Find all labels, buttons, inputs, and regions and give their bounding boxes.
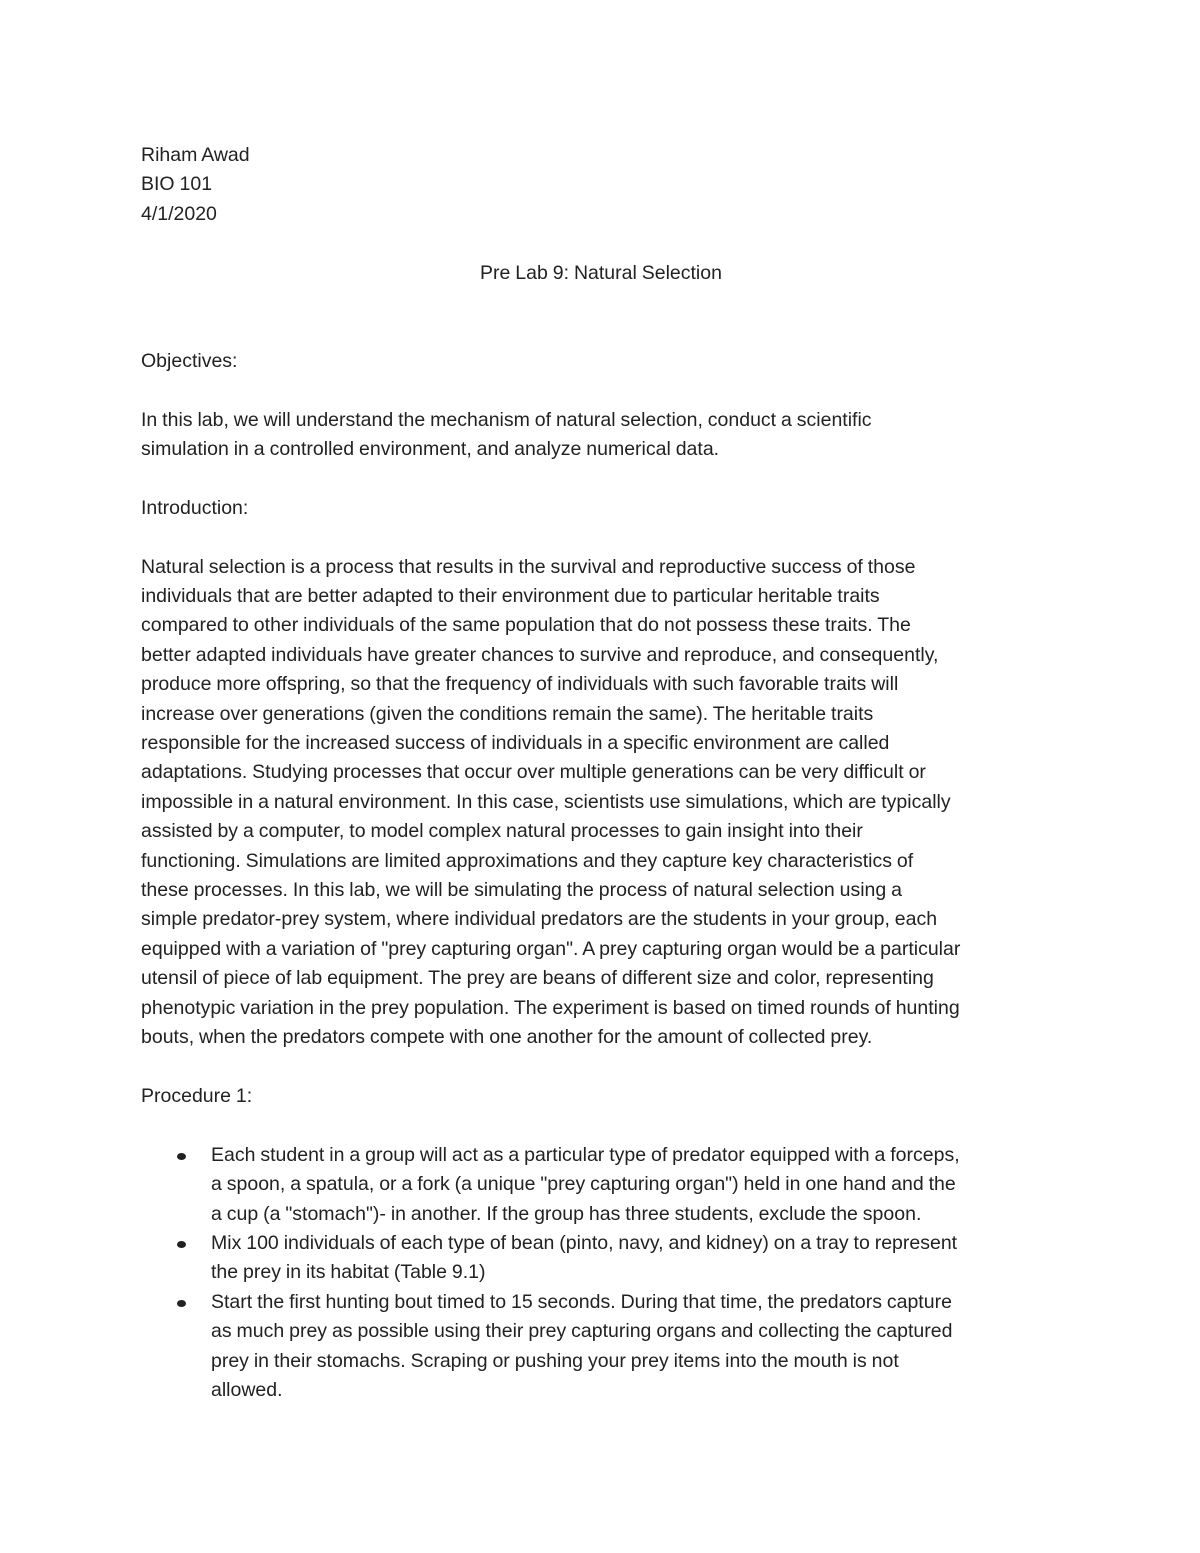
document-date: 4/1/2020 (141, 202, 217, 225)
list-item-line: a cup (a "stomach")- in another. If the group has three students, exclude the spoon. (211, 1202, 922, 1225)
paragraph-line: assisted by a computer, to model complex natural processes to gain insight into their (141, 820, 863, 843)
procedure-heading: Procedure 1: (141, 1084, 253, 1107)
paragraph-line: simple predator-prey system, where individual predators are the students in your group, each (141, 908, 938, 931)
list-item (141, 1229, 1061, 1288)
objectives-paragraph (141, 406, 1061, 465)
paragraph-line: Natural selection is a process that results in the survival and reproductive success of those (141, 555, 916, 578)
list-item-line: Start the first hunting bout timed to 15 seconds. During that time, the predators capture (211, 1290, 952, 1313)
paragraph-line: bouts, when the predators compete with one another for the amount of collected prey. (141, 1026, 873, 1049)
introduction-paragraph (141, 553, 1061, 1053)
paragraph-line: responsible for the increased success of individuals in a specific environment are called (141, 732, 890, 755)
list-item (141, 1141, 1061, 1229)
list-item-line: prey in their stomachs. Scraping or pushing your prey items into the mouth is not (211, 1349, 899, 1372)
header-block (141, 141, 1061, 229)
list-item-line: as much prey as possible using their prey capturing organs and collecting the captured (211, 1320, 953, 1343)
introduction-heading: Introduction: (141, 496, 249, 519)
document-title: Pre Lab 9: Natural Selection (480, 261, 722, 284)
paragraph-line: simulation in a controlled environment, and analyze numerical data. (141, 438, 720, 460)
paragraph-line: impossible in a natural environment. In this case, scientists use simulations, which are typically (141, 790, 951, 813)
objectives-heading: Objectives: (141, 349, 238, 372)
paragraph-line: better adapted individuals have greater chances to survive and reproduce, and consequently, (141, 643, 939, 666)
objectives-section (141, 347, 1061, 465)
paragraph-line: In this lab, we will understand the mechanism of natural selection, conduct a scientific (141, 408, 872, 431)
paragraph-line: these processes. In this lab, we will be simulating the process of natural selection using a (141, 879, 902, 902)
list-item-line: the prey in its habitat (Table 9.1) (211, 1261, 486, 1284)
bullet-icon (177, 1300, 186, 1307)
course-name: BIO 101 (141, 173, 213, 196)
list-item-line: allowed. (211, 1378, 283, 1401)
paragraph-line: produce more offspring, so that the frequency of individuals with such favorable traits will (141, 673, 899, 696)
document-page (141, 141, 1061, 1405)
paragraph-line: compared to other individuals of the same population that do not possess these traits. The (141, 614, 911, 637)
paragraph-line: phenotypic variation in the prey population. The experiment is based on timed rounds of hunting (141, 996, 960, 1019)
procedure-section (141, 1082, 1061, 1405)
paragraph-line: individuals that are better adapted to their environment due to particular heritable traits (141, 585, 880, 607)
list-item-line: a spoon, a spatula, or a fork (a unique "prey capturing organ") held in one hand and the (211, 1173, 956, 1196)
procedure-list (141, 1141, 1061, 1406)
list-item (141, 1288, 1061, 1406)
bullet-icon (177, 1153, 186, 1160)
author-name: Riham Awad (141, 144, 250, 166)
paragraph-line: equipped with a variation of "prey capturing organ". A prey capturing organ would be a particular (141, 937, 961, 960)
paragraph-line: increase over generations (given the conditions remain the same). The heritable traits (141, 702, 874, 725)
bullet-icon (177, 1241, 186, 1248)
paragraph-line: utensil of piece of lab equipment. The prey are beans of different size and color, representing (141, 967, 934, 990)
paragraph-line: adaptations. Studying processes that occur over multiple generations can be very difficult or (141, 761, 926, 784)
introduction-section (141, 494, 1061, 1053)
list-item-line: Mix 100 individuals of each type of bean (pinto, navy, and kidney) on a tray to represent (211, 1231, 958, 1254)
list-item-line: Each student in a group will act as a particular type of predator equipped with a forceps, (211, 1143, 960, 1166)
paragraph-line: functioning. Simulations are limited approximations and they capture key characteristics of (141, 849, 914, 872)
